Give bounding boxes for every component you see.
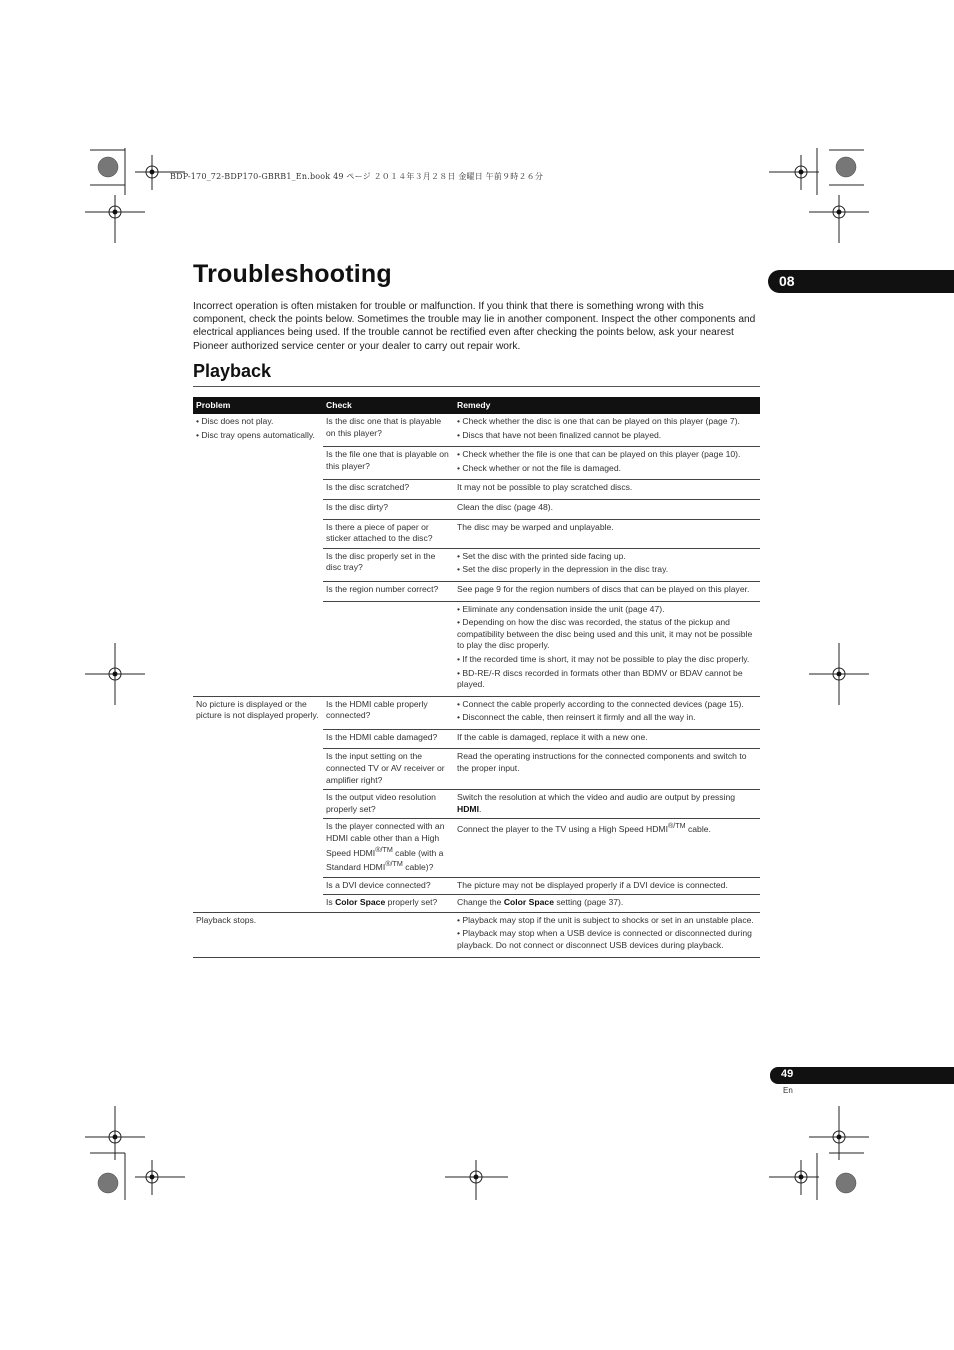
remedy-text: The disc may be warped and unplayable. xyxy=(457,521,614,532)
remedy-text: See page 9 for the region numbers of discs that can be played on this player. xyxy=(457,583,750,594)
remedy-cell xyxy=(454,790,760,819)
remedy-text: Clean the disc (page 48). xyxy=(457,501,554,512)
section-divider xyxy=(193,386,760,387)
problem-cell xyxy=(193,912,323,957)
remedy-text: • Eliminate any condensation inside the unit (page 47). xyxy=(457,603,665,614)
remedy-cell: The picture may not be displayed properly if a DVI device is connected. xyxy=(454,877,760,895)
remedy-text: • BD-RE/-R discs recorded in formats other than BDMV or BDAV cannot be played. xyxy=(457,667,743,690)
check-cell: Is the disc one that is playable on this player? xyxy=(323,414,454,447)
remedy-text-end: . xyxy=(478,803,482,814)
remedy-cell xyxy=(454,447,760,480)
remedy-text: cable. xyxy=(685,824,711,835)
remedy-text: • Discs that have not been finalized cannot be played. xyxy=(457,429,662,440)
check-cell: Is the file one that is playable on this player? xyxy=(323,447,454,480)
remedy-text: Connect the player to the TV using a High Speed HDMI xyxy=(457,824,668,835)
problem-text: Playback stops. xyxy=(196,914,257,925)
problem-cell xyxy=(193,696,323,912)
check-cell: Is there a piece of paper or sticker attached to the disc? xyxy=(323,519,454,548)
remedy-text: • Disconnect the cable, then reinsert it firmly and all the way in. xyxy=(457,712,696,723)
check-cell: Is a DVI device connected? xyxy=(323,877,454,895)
check-text: Is xyxy=(326,897,336,908)
trademark-superscript: ®/TM xyxy=(375,845,393,854)
chapter-number: 08 xyxy=(779,273,795,289)
problem-text: • Disc tray opens automatically. xyxy=(196,429,315,440)
remedy-text: Switch the resolution at which the video and audio are output by pressing xyxy=(457,792,736,803)
remedy-cell xyxy=(454,912,760,957)
remedy-text: • Check whether the file is one that can be played on this player (page 10). xyxy=(457,449,741,460)
remedy-text: • Playback may stop if the unit is subject to shocks or set in an unstable place. xyxy=(457,914,754,925)
remedy-text: • If the recorded time is short, it may not be possible to play the disc properly. xyxy=(457,653,750,664)
check-cell: Is the HDMI cable damaged? xyxy=(323,729,454,749)
remedy-text: Change the xyxy=(457,897,504,908)
header-check: Check xyxy=(323,397,454,414)
check-text: Is the player connected with an HDMI cable other than a High Speed HDMI xyxy=(326,821,445,858)
remedy-text: If the cable is damaged, replace it with a new one. xyxy=(457,731,648,742)
remedy-cell xyxy=(454,548,760,581)
check-cell: Is the disc dirty? xyxy=(323,499,454,519)
check-cell xyxy=(323,819,454,877)
header-remedy: Remedy xyxy=(454,397,760,414)
check-text: properly set? xyxy=(385,897,438,908)
check-text: cable (with a Standard HDMI xyxy=(326,847,444,872)
remedy-cell xyxy=(454,749,760,790)
remedy-cell xyxy=(454,696,760,729)
remedy-cell xyxy=(454,581,760,601)
check-cell: Is the region number correct? xyxy=(323,581,454,601)
page-title: Troubleshooting xyxy=(193,260,392,288)
check-cell: Is the disc properly set in the disc tray? xyxy=(323,548,454,581)
check-cell: Is the HDMI cable properly connected? xyxy=(323,696,454,729)
remedy-cell xyxy=(454,480,760,500)
table-header-row xyxy=(193,397,760,414)
check-cell xyxy=(323,912,454,957)
check-cell xyxy=(323,601,454,696)
trademark-superscript: ®/TM xyxy=(667,822,686,831)
remedy-cell xyxy=(454,819,760,877)
language-label: En xyxy=(783,1086,793,1095)
trademark-superscript: ®/TM xyxy=(385,860,403,869)
remedy-text: • Connect the cable properly according to the connected devices (page 15). xyxy=(457,698,744,709)
problem-text: No picture is displayed or the picture is not displayed properly. xyxy=(196,698,319,721)
remedy-text: • Depending on how the disc was recorded, the status of the pickup and compatibility between the disc being used and this unit, it may not be possible to play the disc properly. xyxy=(457,617,753,651)
remedy-text: Read the operating instructions for the connected components and switch to the proper input. xyxy=(457,751,747,774)
remedy-text: setting (page 37). xyxy=(553,897,624,908)
section-title: Playback xyxy=(193,361,272,381)
remedy-text: • Check whether or not the file is damaged. xyxy=(457,462,621,473)
hdmi-button-label: HDMI xyxy=(457,803,479,814)
check-cell: Is the disc scratched? xyxy=(323,480,454,500)
page-number-tab xyxy=(770,1067,954,1084)
chapter-tab xyxy=(768,270,954,293)
remedy-cell xyxy=(454,499,760,519)
remedy-cell xyxy=(454,601,760,696)
print-header: BDP-170_72-BDP170-GBRB1_En.book 49 ページ ２０１４年３月２８日 金曜日 午前９時２６分 xyxy=(170,172,544,181)
table-row xyxy=(193,696,760,729)
remedy-cell xyxy=(454,519,760,548)
remedy-text: • Check whether the disc is one that can be played on this player (page 7). xyxy=(457,416,740,426)
remedy-text: • Set the disc with the printed side facing up. xyxy=(457,550,626,561)
check-cell xyxy=(323,895,454,913)
remedy-text: It may not be possible to play scratched discs. xyxy=(457,482,633,493)
remedy-cell xyxy=(454,414,760,447)
troubleshooting-table xyxy=(193,397,760,958)
remedy-cell xyxy=(454,895,760,913)
table-row xyxy=(193,414,760,447)
check-cell: Is the output video resolution properly set? xyxy=(323,790,454,819)
color-space-label: Color Space xyxy=(335,897,386,908)
remedy-text: • Set the disc properly in the depression in the disc tray. xyxy=(457,564,669,575)
header-problem: Problem xyxy=(193,397,323,414)
page-number: 49 xyxy=(781,1068,794,1080)
color-space-label: Color Space xyxy=(503,897,554,908)
intro-paragraph: Incorrect operation is often mistaken for trouble or malfunction. If you think that there is something wrong with this component, check the points below. Sometimes the trouble may lie in another component. Inspect the other components and electrical appliances being used. If the trouble cannot be rectified even after checking the points below, ask your nearest Pioneer authorized service center or your dealer to carry out repair work. xyxy=(193,301,756,352)
remedy-text: • Playback may stop when a USB device is connected or disconnected during playback. Do not connect or disconnect USB devices during playback. xyxy=(457,928,752,950)
check-cell: Is the input setting on the connected TV or AV receiver or amplifier right? xyxy=(323,749,454,790)
remedy-cell xyxy=(454,729,760,749)
table-row xyxy=(193,912,760,957)
problem-text: • Disc does not play. xyxy=(196,416,274,426)
check-text: cable)? xyxy=(402,861,434,872)
problem-cell xyxy=(193,414,323,696)
